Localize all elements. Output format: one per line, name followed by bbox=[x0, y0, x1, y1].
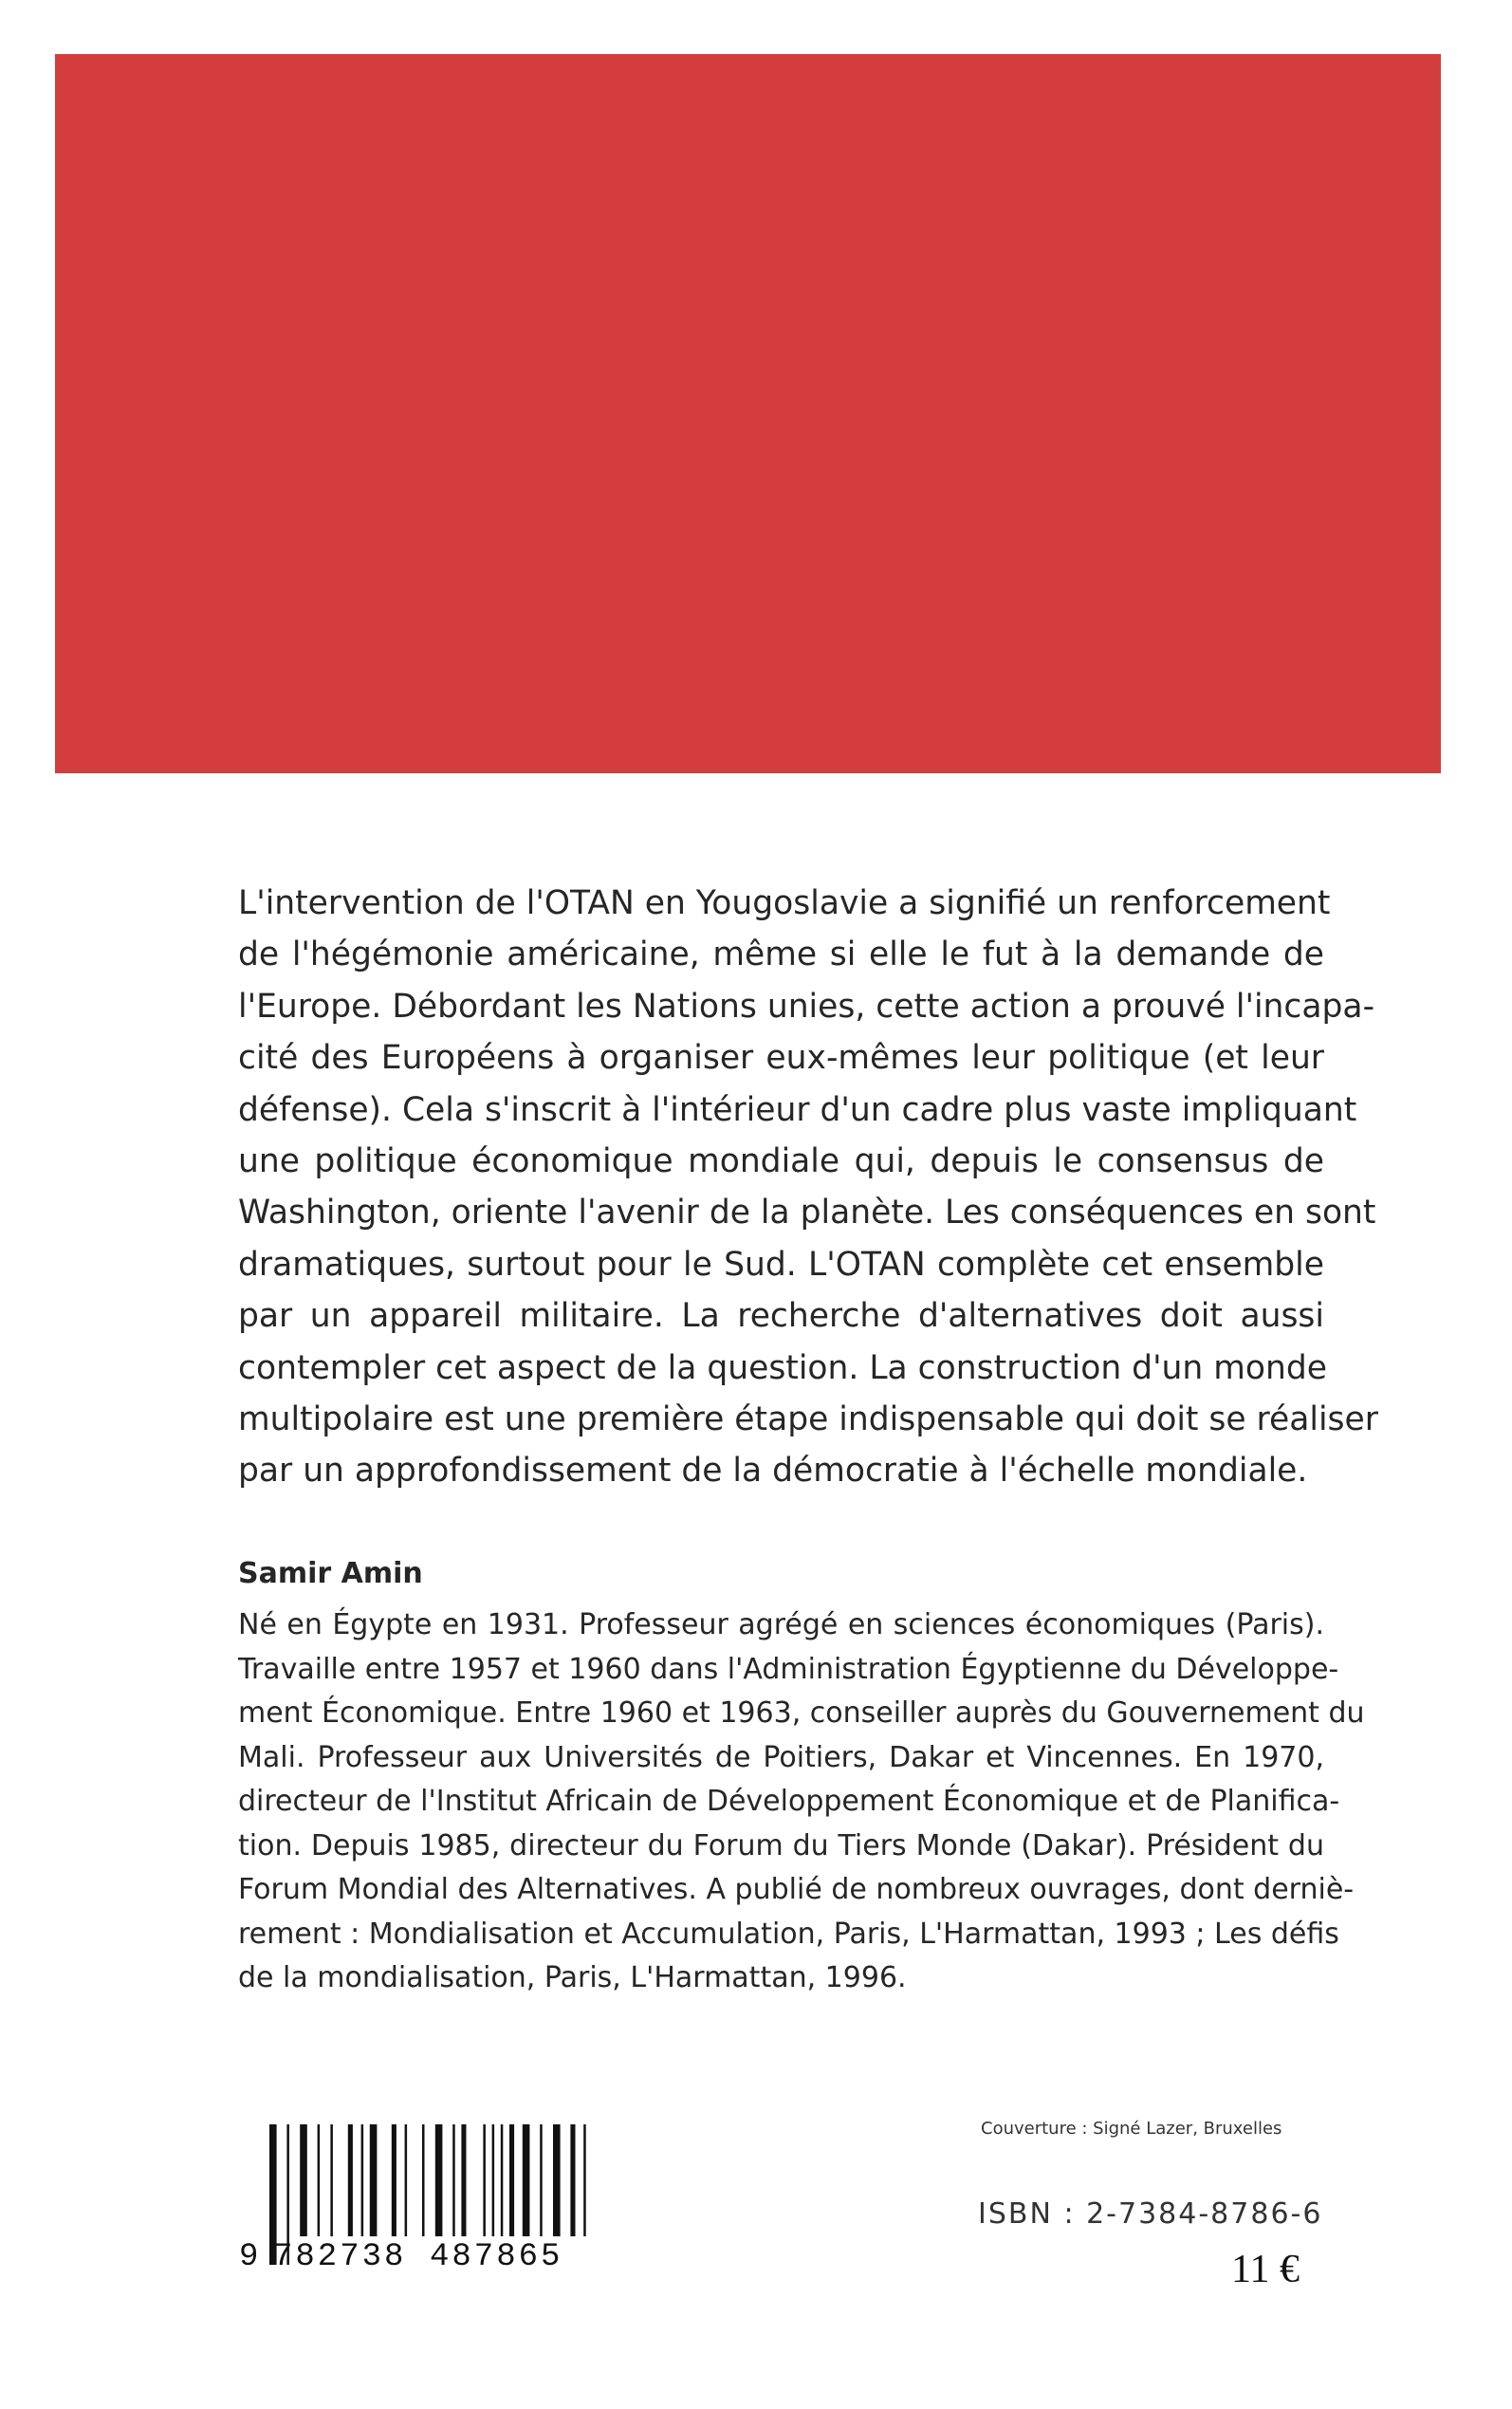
bio-line: directeur de l'Institut Africain de Développement Économique et de Planifica- bbox=[238, 1785, 1340, 1818]
barcode-bar bbox=[540, 2124, 543, 2236]
barcode-bar bbox=[452, 2124, 455, 2236]
bio-line: Travaille entre 1957 et 1960 dans l'Administration Égyptienne du Développe- bbox=[238, 1652, 1339, 1686]
barcode-bar bbox=[361, 2124, 364, 2236]
back-cover-blurb bbox=[238, 878, 1378, 1497]
isbn-barcode bbox=[235, 2119, 598, 2270]
bio-line: rement : Mondialisation et Accumulation, Paris, L'Harmattan, 1993 ; Les défis bbox=[238, 1917, 1339, 1951]
blurb-line: cité des Européens à organiser eux-mêmes leur politique (et leur bbox=[238, 1039, 1324, 1078]
barcode-digits-right: 487865 bbox=[430, 2239, 563, 2270]
barcode-bar bbox=[553, 2124, 561, 2236]
bio-line: Forum Mondial des Alternatives. A publié de nombreux ouvrages, dont derniè- bbox=[238, 1873, 1355, 1906]
blurb-line: une politique économique mondiale qui, depuis le consensus de bbox=[238, 1142, 1324, 1181]
barcode-bar bbox=[583, 2124, 586, 2236]
barcode-bar bbox=[483, 2124, 486, 2236]
barcode-bar bbox=[570, 2124, 575, 2236]
blurb-line: de l'hégémonie américaine, même si elle le fut à la demande de bbox=[238, 936, 1324, 974]
price-label: 11 € bbox=[1231, 2248, 1300, 2291]
cover-red-panel bbox=[55, 54, 1441, 773]
barcode-bar bbox=[348, 2124, 353, 2236]
barcode-bar bbox=[300, 2124, 307, 2236]
blurb-line: L'intervention de l'OTAN en Yougoslavie a signifié un renforcement bbox=[238, 884, 1331, 922]
author-bio bbox=[238, 1603, 1365, 2001]
blurb-line: défense). Cela s'inscrit à l'intérieur d'un cadre plus vaste impliquant bbox=[238, 1090, 1357, 1129]
bio-line: ment Économique. Entre 1960 et 1963, conseiller auprès du Gouvernement du bbox=[238, 1696, 1365, 1730]
barcode-bar bbox=[392, 2124, 396, 2236]
barcode-bar bbox=[318, 2124, 321, 2236]
barcode-bar bbox=[330, 2124, 333, 2236]
bio-line: de la mondialisation, Paris, L'Harmattan, 1996. bbox=[238, 1961, 907, 1994]
blurb-line: par un approfondissement de la démocratie à l'échelle mondiale. bbox=[238, 1452, 1308, 1491]
blurb-line: par un appareil militaire. La recherche d'alternatives doit aussi bbox=[238, 1297, 1324, 1336]
barcode-bar bbox=[523, 2124, 530, 2236]
cover-credit: Couverture : Signé Lazer, Bruxelles bbox=[981, 2119, 1282, 2139]
isbn-number: ISBN : 2-7384-8786-6 bbox=[978, 2197, 1323, 2231]
blurb-line: l'Europe. Débordant les Nations unies, cette action a prouvé l'incapa- bbox=[238, 987, 1375, 1026]
author-name: Samir Amin bbox=[238, 1557, 423, 1590]
barcode-bar bbox=[461, 2124, 466, 2236]
barcode-bar bbox=[501, 2124, 504, 2236]
barcode-bar bbox=[509, 2124, 514, 2236]
bio-line: tion. Depuis 1985, directeur du Forum du Tiers Monde (Dakar). Président du bbox=[238, 1828, 1324, 1862]
barcode-digits-left: 782738 bbox=[273, 2239, 407, 2270]
blurb-line: Washington, oriente l'avenir de la planète. Les conséquences en sont bbox=[238, 1194, 1376, 1232]
barcode-bar bbox=[370, 2124, 378, 2236]
blurb-line: contempler cet aspect de la question. La construction d'un monde bbox=[238, 1348, 1327, 1387]
barcode-bar bbox=[435, 2124, 443, 2236]
blurb-line: dramatiques, surtout pour le Sud. L'OTAN complète cet ensemble bbox=[238, 1245, 1324, 1284]
barcode-bar bbox=[492, 2124, 495, 2236]
bio-line: Né en Égypte en 1931. Professeur agrégé en sciences économiques (Paris). bbox=[238, 1608, 1324, 1641]
barcode-digit-lead: 9 bbox=[239, 2239, 259, 2270]
barcode-bar bbox=[405, 2124, 408, 2236]
barcode-graphic bbox=[235, 2119, 598, 2270]
bio-line: Mali. Professeur aux Universités de Poitiers, Dakar et Vincennes. En 1970, bbox=[238, 1740, 1324, 1774]
blurb-line: multipolaire est une première étape indispensable qui doit se réaliser bbox=[238, 1400, 1378, 1439]
barcode-bar bbox=[422, 2124, 425, 2236]
